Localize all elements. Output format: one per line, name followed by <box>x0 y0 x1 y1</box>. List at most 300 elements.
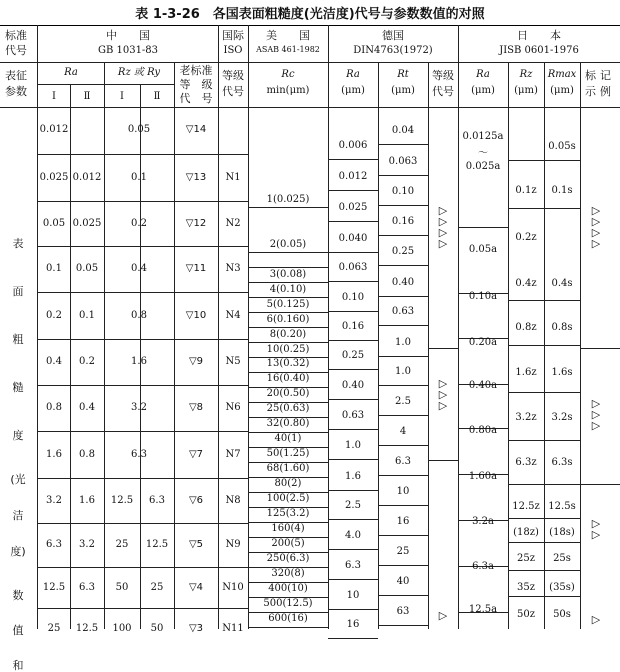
row-divider <box>37 246 248 247</box>
iso-grade-cell: N6 <box>225 402 241 413</box>
ra-II-cell: 0.4 <box>79 402 95 413</box>
row-divider <box>378 356 428 357</box>
ra-II-cell: 0.8 <box>79 448 95 460</box>
jp-rz-cell: 1.6z <box>515 367 537 378</box>
usa-rc-cell: 50(1.25) <box>266 448 310 459</box>
jp-mark-triangle: ▷ <box>591 215 601 228</box>
rz-I-cell: 25 <box>115 539 129 550</box>
jp-rmax-unit: (μm) <box>550 85 574 96</box>
jp-rz-cell: (18z) <box>513 527 539 538</box>
row-divider <box>37 523 248 524</box>
de-grade-triangle: ▷ <box>438 377 448 390</box>
row-divider <box>544 596 580 597</box>
ra-header: Ra <box>64 67 78 78</box>
jp-rz-cell: 3.2z <box>515 412 537 423</box>
row-divider <box>328 549 378 550</box>
col-divider <box>580 62 581 629</box>
de-grade-triangle: ▷ <box>438 609 448 622</box>
row-divider <box>328 609 378 610</box>
ra-II-cell: 0.1 <box>79 309 95 321</box>
old-std-1: 老标准 <box>179 64 213 77</box>
rz-II-cell: 50 <box>150 623 164 634</box>
col-divider <box>174 62 175 629</box>
param-label-2: 参数 <box>5 85 27 98</box>
row-divider <box>508 570 544 571</box>
side-label-char: 表 <box>12 237 24 250</box>
col-divider <box>378 62 379 629</box>
row-divider <box>248 252 328 253</box>
ra-col-II: Ⅱ <box>83 91 91 102</box>
row-divider <box>248 327 328 328</box>
de-ra-cell: 0.006 <box>338 140 368 151</box>
row-divider <box>544 300 580 301</box>
row-divider <box>544 345 580 346</box>
col-divider <box>328 25 329 629</box>
ra-I-cell: 6.3 <box>46 539 62 550</box>
row-divider <box>248 312 328 313</box>
header-divider <box>0 62 620 63</box>
ra-I-cell: 0.012 <box>39 124 69 135</box>
rz-ry-header: Rz 或 Ry <box>117 67 161 78</box>
table-top-border <box>0 25 620 26</box>
jp-rmax-cell: (35s) <box>549 582 575 593</box>
row-divider <box>508 208 544 209</box>
row-divider <box>508 440 544 441</box>
row-divider <box>37 154 248 155</box>
usa-rc-cell: 6(0.160) <box>266 314 310 325</box>
usa-rc-cell: 5(0.125) <box>266 299 310 310</box>
jp-rmax-cell: 25s <box>553 553 571 564</box>
de-rt-cell: 4 <box>399 426 407 437</box>
rz-I-cell: 12.5 <box>110 494 134 506</box>
side-label-char: 度) <box>10 545 26 558</box>
de-rt-cell: 10 <box>396 486 410 497</box>
japan-std: JISB 0601-1976 <box>499 45 579 56</box>
col-divider <box>218 25 219 629</box>
row-divider <box>378 505 428 506</box>
jp-rmax-cell: 0.1s <box>551 185 573 196</box>
jp-rz-cell: 50z <box>517 609 535 620</box>
de-ra-cell: 0.025 <box>338 202 368 213</box>
col-divider <box>104 62 105 629</box>
col-divider <box>37 25 38 629</box>
rz-I-cell: 0.2 <box>131 217 147 229</box>
de-ra-header: Ra <box>346 69 360 80</box>
ra-I-cell: 0.2 <box>46 309 62 321</box>
row-divider <box>248 207 328 208</box>
jp-ra-cell: 3.2a <box>472 516 494 527</box>
de-rt-cell: 0.04 <box>391 125 415 136</box>
jp-ra-cell: 12.5a <box>468 604 498 615</box>
old-grade-cell: ▽5 <box>188 539 204 550</box>
jp-ra-header: Ra <box>476 69 490 80</box>
de-ra-cell: 0.63 <box>341 410 365 421</box>
rz-I-cell: 50 <box>115 581 129 593</box>
table-title: 表 1-3-26 各国表面粗糙度(光洁度)代号与参数数值的对照 <box>135 7 485 22</box>
row-divider <box>378 595 428 596</box>
ra-I-cell: 25 <box>47 623 61 634</box>
rz-II-cell: 6.3 <box>149 494 165 506</box>
row-divider <box>508 484 544 485</box>
side-label-char: 洁 <box>12 509 24 522</box>
row-divider <box>544 208 580 209</box>
row-divider <box>328 340 378 341</box>
usa-rc-cell: 160(4) <box>271 523 305 534</box>
ra-II-cell: 0.2 <box>79 356 95 367</box>
old-grade-cell: ▽4 <box>188 581 204 593</box>
row-divider <box>328 399 378 400</box>
jp-ra-cell: 0.05a <box>468 244 498 255</box>
jp-rz-cell: 0.8z <box>515 322 537 333</box>
de-rt-cell: 40 <box>396 576 410 587</box>
de-rt-cell: 0.063 <box>388 156 418 167</box>
rz-I-cell: 1.6 <box>131 356 147 367</box>
old-grade-cell: ▽12 <box>185 217 207 229</box>
row-divider <box>328 221 378 222</box>
usa-rc-cell: 68(1.60) <box>266 463 310 474</box>
jp-rz-cell: 12.5z <box>512 501 540 512</box>
row-divider <box>580 348 620 349</box>
rc-unit: min(μm) <box>266 85 310 96</box>
iso-grade-cell: N2 <box>225 217 241 229</box>
jp-mark-triangle: ▷ <box>591 613 601 626</box>
row-divider <box>378 625 428 626</box>
de-rt-cell: 0.63 <box>391 306 415 317</box>
old-grade-cell: ▽3 <box>188 623 204 634</box>
jp-rmax-cell: 0.8s <box>551 322 573 333</box>
de-rt-header: Rt <box>397 69 409 80</box>
ra-II-cell: 1.6 <box>79 494 95 506</box>
row-divider <box>37 608 248 609</box>
usa-rc-cell: 250(6.3) <box>266 553 310 564</box>
jp-mark-4: 例 <box>600 85 611 98</box>
old-grade-cell: ▽7 <box>188 448 204 460</box>
jp-ra-cell: 0.20a <box>468 337 498 348</box>
usa-rc-cell: 80(2) <box>274 478 302 489</box>
iso-grade-cell: N4 <box>225 309 241 321</box>
row-divider <box>378 235 428 236</box>
row-divider <box>378 325 428 326</box>
jp-mark-triangle: ▷ <box>591 408 601 421</box>
side-label-char: 和 <box>12 659 24 672</box>
de-ra-cell: 0.40 <box>341 380 365 391</box>
old-grade-cell: ▽11 <box>185 263 207 274</box>
row-divider <box>508 345 544 346</box>
de-rt-cell: 0.16 <box>391 216 415 227</box>
jp-rmax-cell: 0.4s <box>551 278 573 289</box>
row-divider <box>37 478 248 479</box>
ra-II-cell: 3.2 <box>79 539 95 550</box>
usa-rc-cell: 20(0.50) <box>266 388 310 399</box>
col-divider <box>458 25 459 629</box>
old-grade-cell: ▽8 <box>188 402 204 413</box>
jp-mark-triangle: ▷ <box>591 517 601 530</box>
jp-mark-1: 标 <box>585 69 596 82</box>
jp-rmax-cell: 50s <box>553 609 571 620</box>
china-std: GB 1031-83 <box>97 45 159 56</box>
row-divider <box>378 175 428 176</box>
jp-rmax-cell: 12.5s <box>548 501 576 512</box>
row-divider <box>378 385 428 386</box>
ra-II-cell: 12.5 <box>75 623 99 634</box>
japan-header: 日 本 <box>517 29 561 42</box>
jp-rz-cell: 25z <box>517 553 535 564</box>
header-bottom-border <box>0 107 620 108</box>
iso-grade-cell: N10 <box>222 581 244 593</box>
row-divider <box>328 159 378 160</box>
de-grade-triangle: ▷ <box>438 237 448 250</box>
row-divider <box>378 265 428 266</box>
ra-I-cell: 0.05 <box>42 217 66 229</box>
de-rt-cell: 1.0 <box>395 337 411 348</box>
rz-I-cell: 6.3 <box>131 448 147 460</box>
usa-header: 美 国 <box>266 29 310 42</box>
usa-rc-cell: 100(2.5) <box>266 493 310 504</box>
usa-rc-cell: 10(0.25) <box>266 344 310 355</box>
de-ra-cell: 2.5 <box>345 500 361 511</box>
de-ra-cell: 0.25 <box>341 350 365 361</box>
de-rt-cell: 0.40 <box>391 277 415 288</box>
china-header: 中 国 <box>106 29 150 42</box>
de-grade-1: 等级 <box>432 69 454 82</box>
ra-col-I: Ⅰ <box>52 91 56 102</box>
de-ra-cell: 0.10 <box>341 292 365 303</box>
row-divider <box>544 440 580 441</box>
row-divider <box>328 281 378 282</box>
row-divider <box>508 542 544 543</box>
de-grade-triangle: ▷ <box>438 388 448 401</box>
jp-ra-cell: 0.0125a <box>462 131 504 142</box>
usa-rc-cell: 3(0.08) <box>269 269 307 280</box>
iso-std: ISO <box>223 45 243 56</box>
de-ra-cell: 0.040 <box>338 233 368 244</box>
side-label-char: 糙 <box>12 381 24 394</box>
de-ra-cell: 0.012 <box>338 171 368 182</box>
row-divider <box>37 431 248 432</box>
row-divider <box>544 518 580 519</box>
de-grade-triangle: ▷ <box>438 215 448 228</box>
subheader-divider <box>38 84 174 85</box>
usa-rc-cell: 32(0.80) <box>266 418 310 429</box>
row-divider <box>248 627 328 628</box>
row-divider <box>328 459 378 460</box>
jp-rz-cell: 35z <box>517 582 535 593</box>
iso-grade-cell: N3 <box>225 263 241 274</box>
de-ra-unit: (μm) <box>341 85 365 96</box>
ra-II-cell: 0.025 <box>72 217 102 229</box>
ra-I-cell: 0.1 <box>46 263 62 274</box>
row-divider <box>328 190 378 191</box>
de-rt-cell: 6.3 <box>395 456 411 467</box>
jp-ra-cell: ～ <box>478 148 488 159</box>
usa-rc-cell: 125(3.2) <box>266 508 310 519</box>
side-label-char: (光 <box>10 473 26 486</box>
row-divider <box>544 542 580 543</box>
old-std-2: 等 级 <box>179 78 213 91</box>
de-rt-cell: 2.5 <box>395 396 411 407</box>
usa-rc-cell: 320(8) <box>271 568 305 579</box>
ra-I-cell: 0.025 <box>39 171 69 183</box>
side-label-char: 面 <box>12 285 24 298</box>
side-label-char: 度 <box>12 429 24 442</box>
row-divider <box>428 348 458 349</box>
jp-mark-triangle: ▷ <box>591 397 601 410</box>
iso-grade-2: 代号 <box>222 85 244 98</box>
jp-ra-cell: 6.3a <box>472 561 494 572</box>
row-divider <box>428 460 458 461</box>
col-divider <box>70 84 71 629</box>
de-rt-cell: 25 <box>396 546 410 557</box>
de-rt-cell: 63 <box>396 606 410 617</box>
usa-rc-cell: 8(0.20) <box>269 329 307 340</box>
usa-std: ASAB 461-1982 <box>256 45 320 54</box>
de-grade-triangle: ▷ <box>438 204 448 217</box>
de-rt-cell: 1.0 <box>395 366 411 377</box>
row-divider <box>458 227 508 228</box>
jp-mark-3: 示 <box>585 85 596 98</box>
rz-II-cell: 12.5 <box>145 539 169 550</box>
de-ra-cell: 0.063 <box>338 262 368 273</box>
ra-II-cell: 0.012 <box>72 171 102 183</box>
usa-rc-cell: 40(1) <box>274 433 302 444</box>
iso-grade-cell: N8 <box>225 494 241 506</box>
row-divider <box>328 429 378 430</box>
row-divider <box>378 144 428 145</box>
jp-ra-cell: 0.40a <box>468 380 498 391</box>
row-divider <box>508 160 544 161</box>
de-grade-triangle: ▷ <box>438 226 448 239</box>
ra-II-cell: 6.3 <box>79 581 95 593</box>
germany-header: 德国 <box>382 29 404 42</box>
iso-grade-cell: N1 <box>225 171 241 183</box>
de-rt-cell: 0.10 <box>391 186 415 197</box>
de-ra-cell: 0.16 <box>341 321 365 332</box>
old-grade-cell: ▽10 <box>185 309 207 321</box>
row-divider <box>508 596 544 597</box>
usa-rc-cell: 400(10) <box>268 583 308 594</box>
rz-I-cell: 3.2 <box>131 402 147 413</box>
old-grade-cell: ▽6 <box>188 494 204 506</box>
jp-mark-triangle: ▷ <box>591 226 601 239</box>
old-grade-cell: ▽9 <box>188 356 204 367</box>
old-grade-cell: ▽14 <box>185 124 207 135</box>
ra-I-cell: 0.8 <box>46 402 62 413</box>
row-divider <box>328 638 378 639</box>
jp-mark-2: 记 <box>600 69 611 82</box>
usa-rc-cell: 2(0.05) <box>269 239 307 250</box>
rz-I-cell: 0.8 <box>131 309 147 321</box>
iso-grade-cell: N7 <box>225 448 241 460</box>
jp-mark-triangle: ▷ <box>591 237 601 250</box>
row-divider <box>544 160 580 161</box>
row-divider <box>378 415 428 416</box>
row-divider <box>580 484 620 485</box>
row-divider <box>37 567 248 568</box>
usa-rc-cell: 4(0.10) <box>269 284 307 295</box>
iso-grade-cell: N9 <box>225 539 241 550</box>
jp-rz-unit: (μm) <box>514 85 538 96</box>
row-divider <box>378 205 428 206</box>
jp-rz-cell: 0.4z <box>515 278 537 289</box>
de-ra-cell: 16 <box>346 619 360 630</box>
jp-ra-cell: 1.60a <box>468 471 498 482</box>
de-ra-cell: 1.0 <box>345 440 361 451</box>
germany-std: DIN4763(1972) <box>353 45 433 56</box>
side-label-char: 数 <box>12 589 24 602</box>
row-divider <box>248 282 328 283</box>
row-divider <box>37 201 248 202</box>
iso-grade-cell: N11 <box>222 623 244 634</box>
row-divider <box>328 311 378 312</box>
col-divider <box>428 62 429 629</box>
row-divider <box>378 296 428 297</box>
rz-I-cell: 0.1 <box>131 171 147 183</box>
row-divider <box>508 300 544 301</box>
row-divider <box>37 292 248 293</box>
rz-II-cell: 25 <box>150 581 164 593</box>
de-rt-cell: 0.25 <box>391 246 415 257</box>
jp-rmax-cell: 6.3s <box>551 457 573 468</box>
jp-ra-cell: 0.025a <box>465 161 501 172</box>
row-divider <box>37 339 248 340</box>
jp-mark-triangle: ▷ <box>591 419 601 432</box>
jp-rz-cell: 6.3z <box>515 457 537 468</box>
jp-rz-header: Rz <box>519 69 533 80</box>
usa-rc-cell: 13(0.32) <box>266 358 310 369</box>
row-divider <box>508 392 544 393</box>
jp-rmax-cell: 0.05s <box>548 141 576 152</box>
iso-grade-cell: N5 <box>225 356 241 367</box>
row-divider <box>544 570 580 571</box>
iso-grade-1: 等级 <box>222 69 244 82</box>
jp-mark-triangle: ▷ <box>591 204 601 217</box>
row-divider <box>378 445 428 446</box>
usa-rc-cell: 25(0.63) <box>266 403 310 414</box>
usa-rc-cell: 16(0.40) <box>266 373 310 384</box>
side-label-char: 粗 <box>12 333 24 346</box>
jp-ra-cell: 0.80a <box>468 425 498 436</box>
ra-I-cell: 3.2 <box>46 494 62 506</box>
usa-rc-cell: 1(0.025) <box>266 194 310 205</box>
row-divider <box>248 267 328 268</box>
std-label-1: 标准 <box>5 29 27 42</box>
rz-I-cell: 0.4 <box>131 263 147 274</box>
row-divider <box>328 519 378 520</box>
de-ra-cell: 1.6 <box>345 471 361 482</box>
row-divider <box>544 484 580 485</box>
usa-rc-cell: 500(12.5) <box>263 598 313 609</box>
iso-header: 国际 <box>222 29 244 42</box>
jp-rmax-cell: (18s) <box>549 527 575 538</box>
row-divider <box>508 518 544 519</box>
rz-I-cell: 0.05 <box>127 124 151 135</box>
jp-ra-cell: 0.10a <box>468 291 498 302</box>
de-grade-2: 代号 <box>432 85 454 98</box>
de-ra-cell: 4.0 <box>345 530 361 541</box>
rz-I-cell: 100 <box>112 623 132 634</box>
row-divider <box>328 490 378 491</box>
de-grade-triangle: ▷ <box>438 399 448 412</box>
ra-I-cell: 12.5 <box>42 581 66 593</box>
param-label-1: 表征 <box>5 69 27 82</box>
de-ra-cell: 6.3 <box>345 560 361 571</box>
jp-rmax-cell: 1.6s <box>551 367 573 378</box>
de-ra-cell: 10 <box>346 590 360 601</box>
row-divider <box>328 252 378 253</box>
row-divider <box>378 565 428 566</box>
jp-mark-triangle: ▷ <box>591 528 601 541</box>
rz-col-I: Ⅰ <box>120 91 124 102</box>
